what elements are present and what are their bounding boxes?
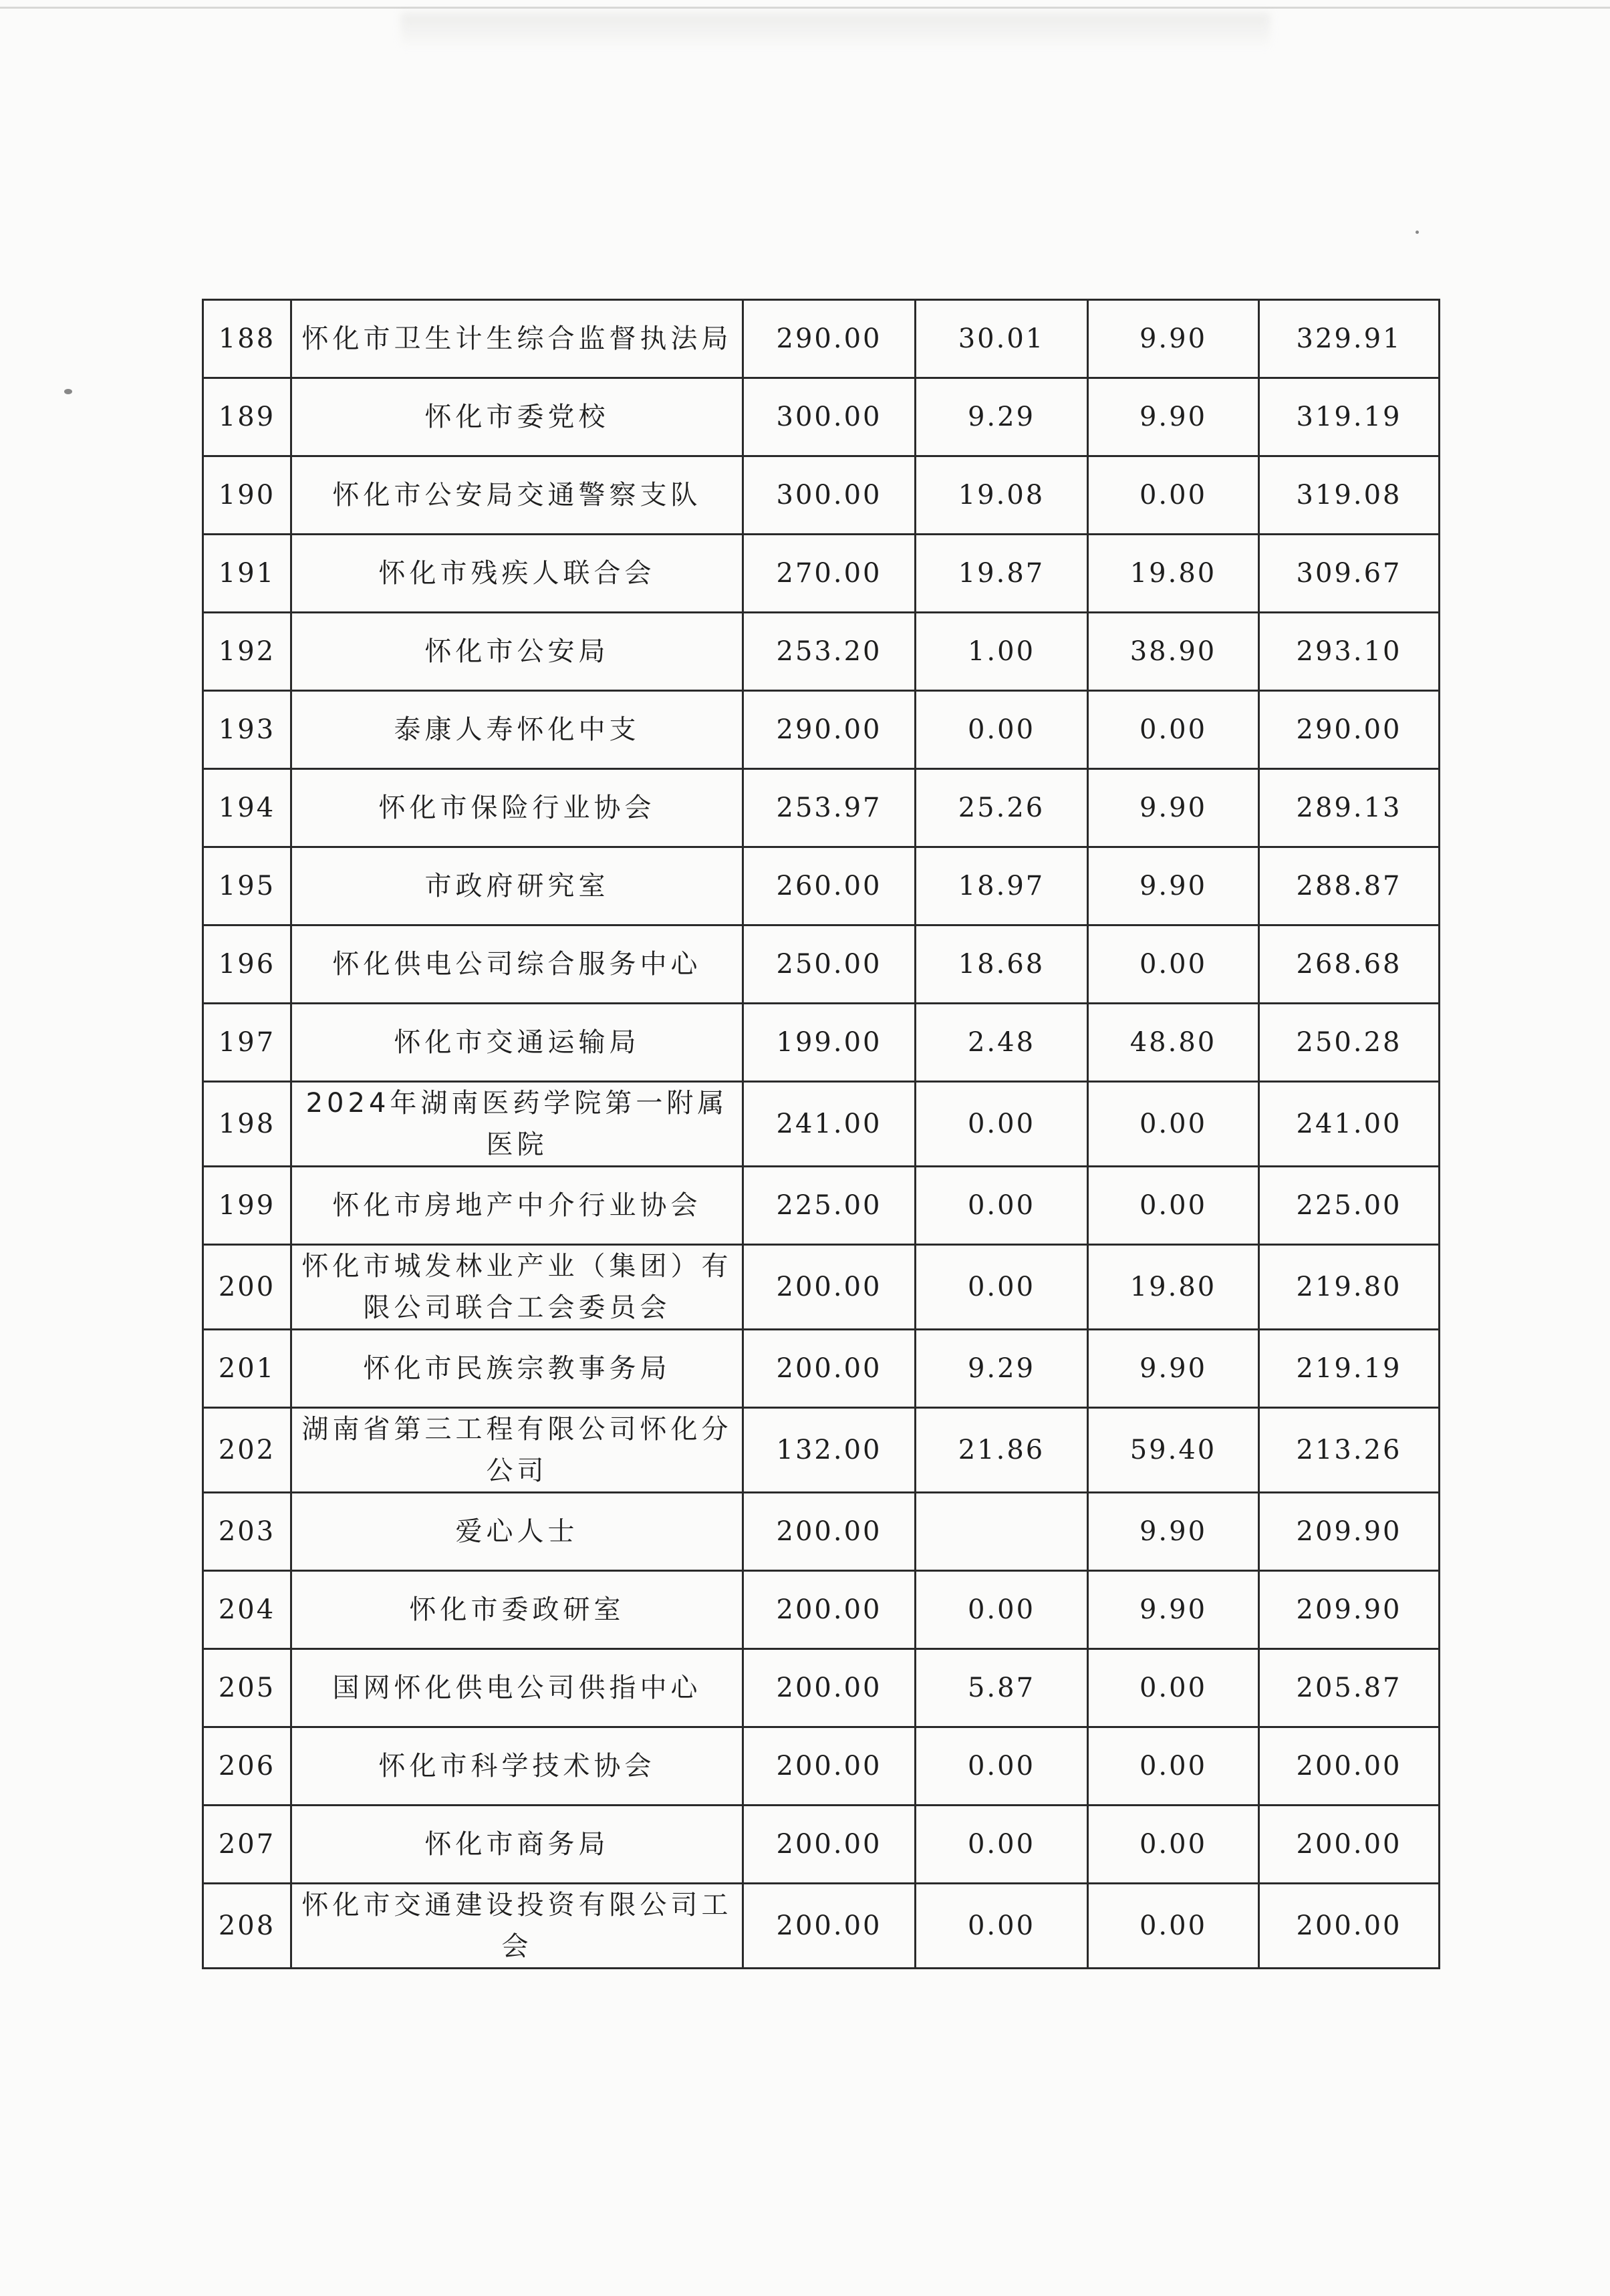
unit-name: 怀化市商务局 — [291, 1806, 743, 1884]
row-number: 208 — [203, 1884, 291, 1969]
unit-name: 怀化市交通运输局 — [291, 1004, 743, 1082]
amount-col-3: 0.00 — [1088, 1727, 1259, 1806]
total-amount: 200.00 — [1259, 1727, 1440, 1806]
unit-name: 市政府研究室 — [291, 847, 743, 925]
amount-col-2: 21.86 — [916, 1408, 1088, 1493]
unit-name: 泰康人寿怀化中支 — [291, 691, 743, 769]
total-amount: 319.19 — [1259, 378, 1440, 456]
row-number: 200 — [203, 1245, 291, 1330]
table-row — [203, 535, 1440, 613]
row-number: 204 — [203, 1571, 291, 1649]
row-number: 193 — [203, 691, 291, 769]
amount-col-3: 0.00 — [1088, 1649, 1259, 1727]
unit-name: 怀化市城发林业产业（集团）有限公司联合工会委员会 — [291, 1245, 743, 1330]
unit-name: 怀化市卫生计生综合监督执法局 — [291, 300, 743, 378]
amount-col-1: 300.00 — [743, 456, 916, 535]
total-amount: 200.00 — [1259, 1806, 1440, 1884]
amount-col-1: 300.00 — [743, 378, 916, 456]
unit-name: 怀化市委政研室 — [291, 1571, 743, 1649]
total-amount: 293.10 — [1259, 613, 1440, 691]
amount-col-1: 290.00 — [743, 691, 916, 769]
row-number: 191 — [203, 535, 291, 613]
amount-col-3: 48.80 — [1088, 1004, 1259, 1082]
scan-speck — [64, 389, 72, 394]
row-number: 194 — [203, 769, 291, 847]
amount-col-1: 200.00 — [743, 1884, 916, 1969]
row-number: 190 — [203, 456, 291, 535]
table-row — [203, 300, 1440, 378]
amount-col-2: 18.97 — [916, 847, 1088, 925]
table-row — [203, 1330, 1440, 1408]
scan-speck — [1416, 231, 1419, 234]
amount-col-2: 9.29 — [916, 1330, 1088, 1408]
unit-name: 怀化供电公司综合服务中心 — [291, 925, 743, 1004]
unit-name: 怀化市民族宗教事务局 — [291, 1330, 743, 1408]
amount-col-2: 0.00 — [916, 1082, 1088, 1167]
total-amount: 241.00 — [1259, 1082, 1440, 1167]
amount-col-1: 200.00 — [743, 1493, 916, 1571]
amount-col-2: 0.00 — [916, 691, 1088, 769]
table-row — [203, 1082, 1440, 1167]
unit-name: 湖南省第三工程有限公司怀化分公司 — [291, 1408, 743, 1493]
amount-col-2: 25.26 — [916, 769, 1088, 847]
amount-col-1: 250.00 — [743, 925, 916, 1004]
table-row — [203, 456, 1440, 535]
table-row — [203, 1571, 1440, 1649]
table-row — [203, 1493, 1440, 1571]
table-row — [203, 691, 1440, 769]
table-row — [203, 1806, 1440, 1884]
amount-col-1: 225.00 — [743, 1167, 916, 1245]
amount-col-3: 9.90 — [1088, 1493, 1259, 1571]
amount-col-2: 5.87 — [916, 1649, 1088, 1727]
unit-name: 怀化市保险行业协会 — [291, 769, 743, 847]
row-number: 189 — [203, 378, 291, 456]
amount-col-3: 0.00 — [1088, 1806, 1259, 1884]
table-row — [203, 1245, 1440, 1330]
row-number: 206 — [203, 1727, 291, 1806]
row-number: 197 — [203, 1004, 291, 1082]
total-amount: 319.08 — [1259, 456, 1440, 535]
amount-col-2: 1.00 — [916, 613, 1088, 691]
total-amount: 219.19 — [1259, 1330, 1440, 1408]
amount-col-3: 0.00 — [1088, 1884, 1259, 1969]
row-number: 195 — [203, 847, 291, 925]
amount-col-1: 253.20 — [743, 613, 916, 691]
amount-col-1: 200.00 — [743, 1330, 916, 1408]
amount-col-3: 0.00 — [1088, 1082, 1259, 1167]
table-row — [203, 925, 1440, 1004]
amount-col-2: 30.01 — [916, 300, 1088, 378]
table-row — [203, 378, 1440, 456]
amount-col-2: 19.87 — [916, 535, 1088, 613]
amount-col-3: 0.00 — [1088, 1167, 1259, 1245]
amount-col-3: 9.90 — [1088, 378, 1259, 456]
table-row — [203, 1884, 1440, 1969]
amount-col-2: 0.00 — [916, 1727, 1088, 1806]
total-amount: 219.80 — [1259, 1245, 1440, 1330]
amount-col-3: 9.90 — [1088, 769, 1259, 847]
row-number: 188 — [203, 300, 291, 378]
unit-name: 怀化市委党校 — [291, 378, 743, 456]
table-row — [203, 1167, 1440, 1245]
amount-col-2: 0.00 — [916, 1245, 1088, 1330]
amount-col-2: 0.00 — [916, 1571, 1088, 1649]
unit-name: 怀化市公安局交通警察支队 — [291, 456, 743, 535]
amount-col-1: 253.97 — [743, 769, 916, 847]
table-row — [203, 1408, 1440, 1493]
unit-name: 爱心人士 — [291, 1493, 743, 1571]
amount-col-1: 241.00 — [743, 1082, 916, 1167]
amount-col-1: 132.00 — [743, 1408, 916, 1493]
amount-col-2: 9.29 — [916, 378, 1088, 456]
amount-col-2: 19.08 — [916, 456, 1088, 535]
amount-col-3: 19.80 — [1088, 535, 1259, 613]
total-amount: 268.68 — [1259, 925, 1440, 1004]
total-amount: 309.67 — [1259, 535, 1440, 613]
amount-col-3: 9.90 — [1088, 300, 1259, 378]
amount-col-2: 0.00 — [916, 1806, 1088, 1884]
amount-col-1: 200.00 — [743, 1806, 916, 1884]
amount-col-3: 0.00 — [1088, 456, 1259, 535]
row-number: 199 — [203, 1167, 291, 1245]
total-amount: 225.00 — [1259, 1167, 1440, 1245]
table-body — [203, 300, 1440, 1969]
amount-col-1: 200.00 — [743, 1571, 916, 1649]
table-row — [203, 1004, 1440, 1082]
total-amount: 290.00 — [1259, 691, 1440, 769]
table-row — [203, 769, 1440, 847]
total-amount: 213.26 — [1259, 1408, 1440, 1493]
amount-col-1: 200.00 — [743, 1727, 916, 1806]
unit-name: 2024年湖南医药学院第一附属医院 — [291, 1082, 743, 1167]
total-amount: 209.90 — [1259, 1493, 1440, 1571]
row-number: 201 — [203, 1330, 291, 1408]
amount-col-3: 38.90 — [1088, 613, 1259, 691]
amount-col-2: 0.00 — [916, 1167, 1088, 1245]
row-number: 198 — [203, 1082, 291, 1167]
unit-name: 怀化市交通建设投资有限公司工会 — [291, 1884, 743, 1969]
row-number: 196 — [203, 925, 291, 1004]
amount-col-2: 0.00 — [916, 1884, 1088, 1969]
amount-col-3: 9.90 — [1088, 1330, 1259, 1408]
amount-col-3: 0.00 — [1088, 925, 1259, 1004]
donation-table — [202, 299, 1440, 1969]
table-row — [203, 847, 1440, 925]
row-number: 205 — [203, 1649, 291, 1727]
unit-name: 怀化市残疾人联合会 — [291, 535, 743, 613]
total-amount: 288.87 — [1259, 847, 1440, 925]
total-amount: 205.87 — [1259, 1649, 1440, 1727]
table-row — [203, 1727, 1440, 1806]
unit-name: 国网怀化供电公司供指中心 — [291, 1649, 743, 1727]
row-number: 202 — [203, 1408, 291, 1493]
table-row — [203, 1649, 1440, 1727]
amount-col-2 — [916, 1493, 1088, 1571]
amount-col-2: 18.68 — [916, 925, 1088, 1004]
row-number: 203 — [203, 1493, 291, 1571]
unit-name: 怀化市房地产中介行业协会 — [291, 1167, 743, 1245]
total-amount: 289.13 — [1259, 769, 1440, 847]
amount-col-3: 19.80 — [1088, 1245, 1259, 1330]
amount-col-1: 200.00 — [743, 1245, 916, 1330]
row-number: 192 — [203, 613, 291, 691]
amount-col-3: 9.90 — [1088, 847, 1259, 925]
amount-col-2: 2.48 — [916, 1004, 1088, 1082]
total-amount: 200.00 — [1259, 1884, 1440, 1969]
total-amount: 209.90 — [1259, 1571, 1440, 1649]
total-amount: 250.28 — [1259, 1004, 1440, 1082]
amount-col-1: 290.00 — [743, 300, 916, 378]
total-amount: 329.91 — [1259, 300, 1440, 378]
bleed-through-header — [401, 13, 1270, 47]
amount-col-1: 260.00 — [743, 847, 916, 925]
amount-col-1: 200.00 — [743, 1649, 916, 1727]
amount-col-3: 9.90 — [1088, 1571, 1259, 1649]
amount-col-3: 59.40 — [1088, 1408, 1259, 1493]
row-number: 207 — [203, 1806, 291, 1884]
amount-col-1: 270.00 — [743, 535, 916, 613]
amount-col-1: 199.00 — [743, 1004, 916, 1082]
page-top-edge — [0, 7, 1610, 9]
amount-col-3: 0.00 — [1088, 691, 1259, 769]
unit-name: 怀化市科学技术协会 — [291, 1727, 743, 1806]
table-row — [203, 613, 1440, 691]
unit-name: 怀化市公安局 — [291, 613, 743, 691]
